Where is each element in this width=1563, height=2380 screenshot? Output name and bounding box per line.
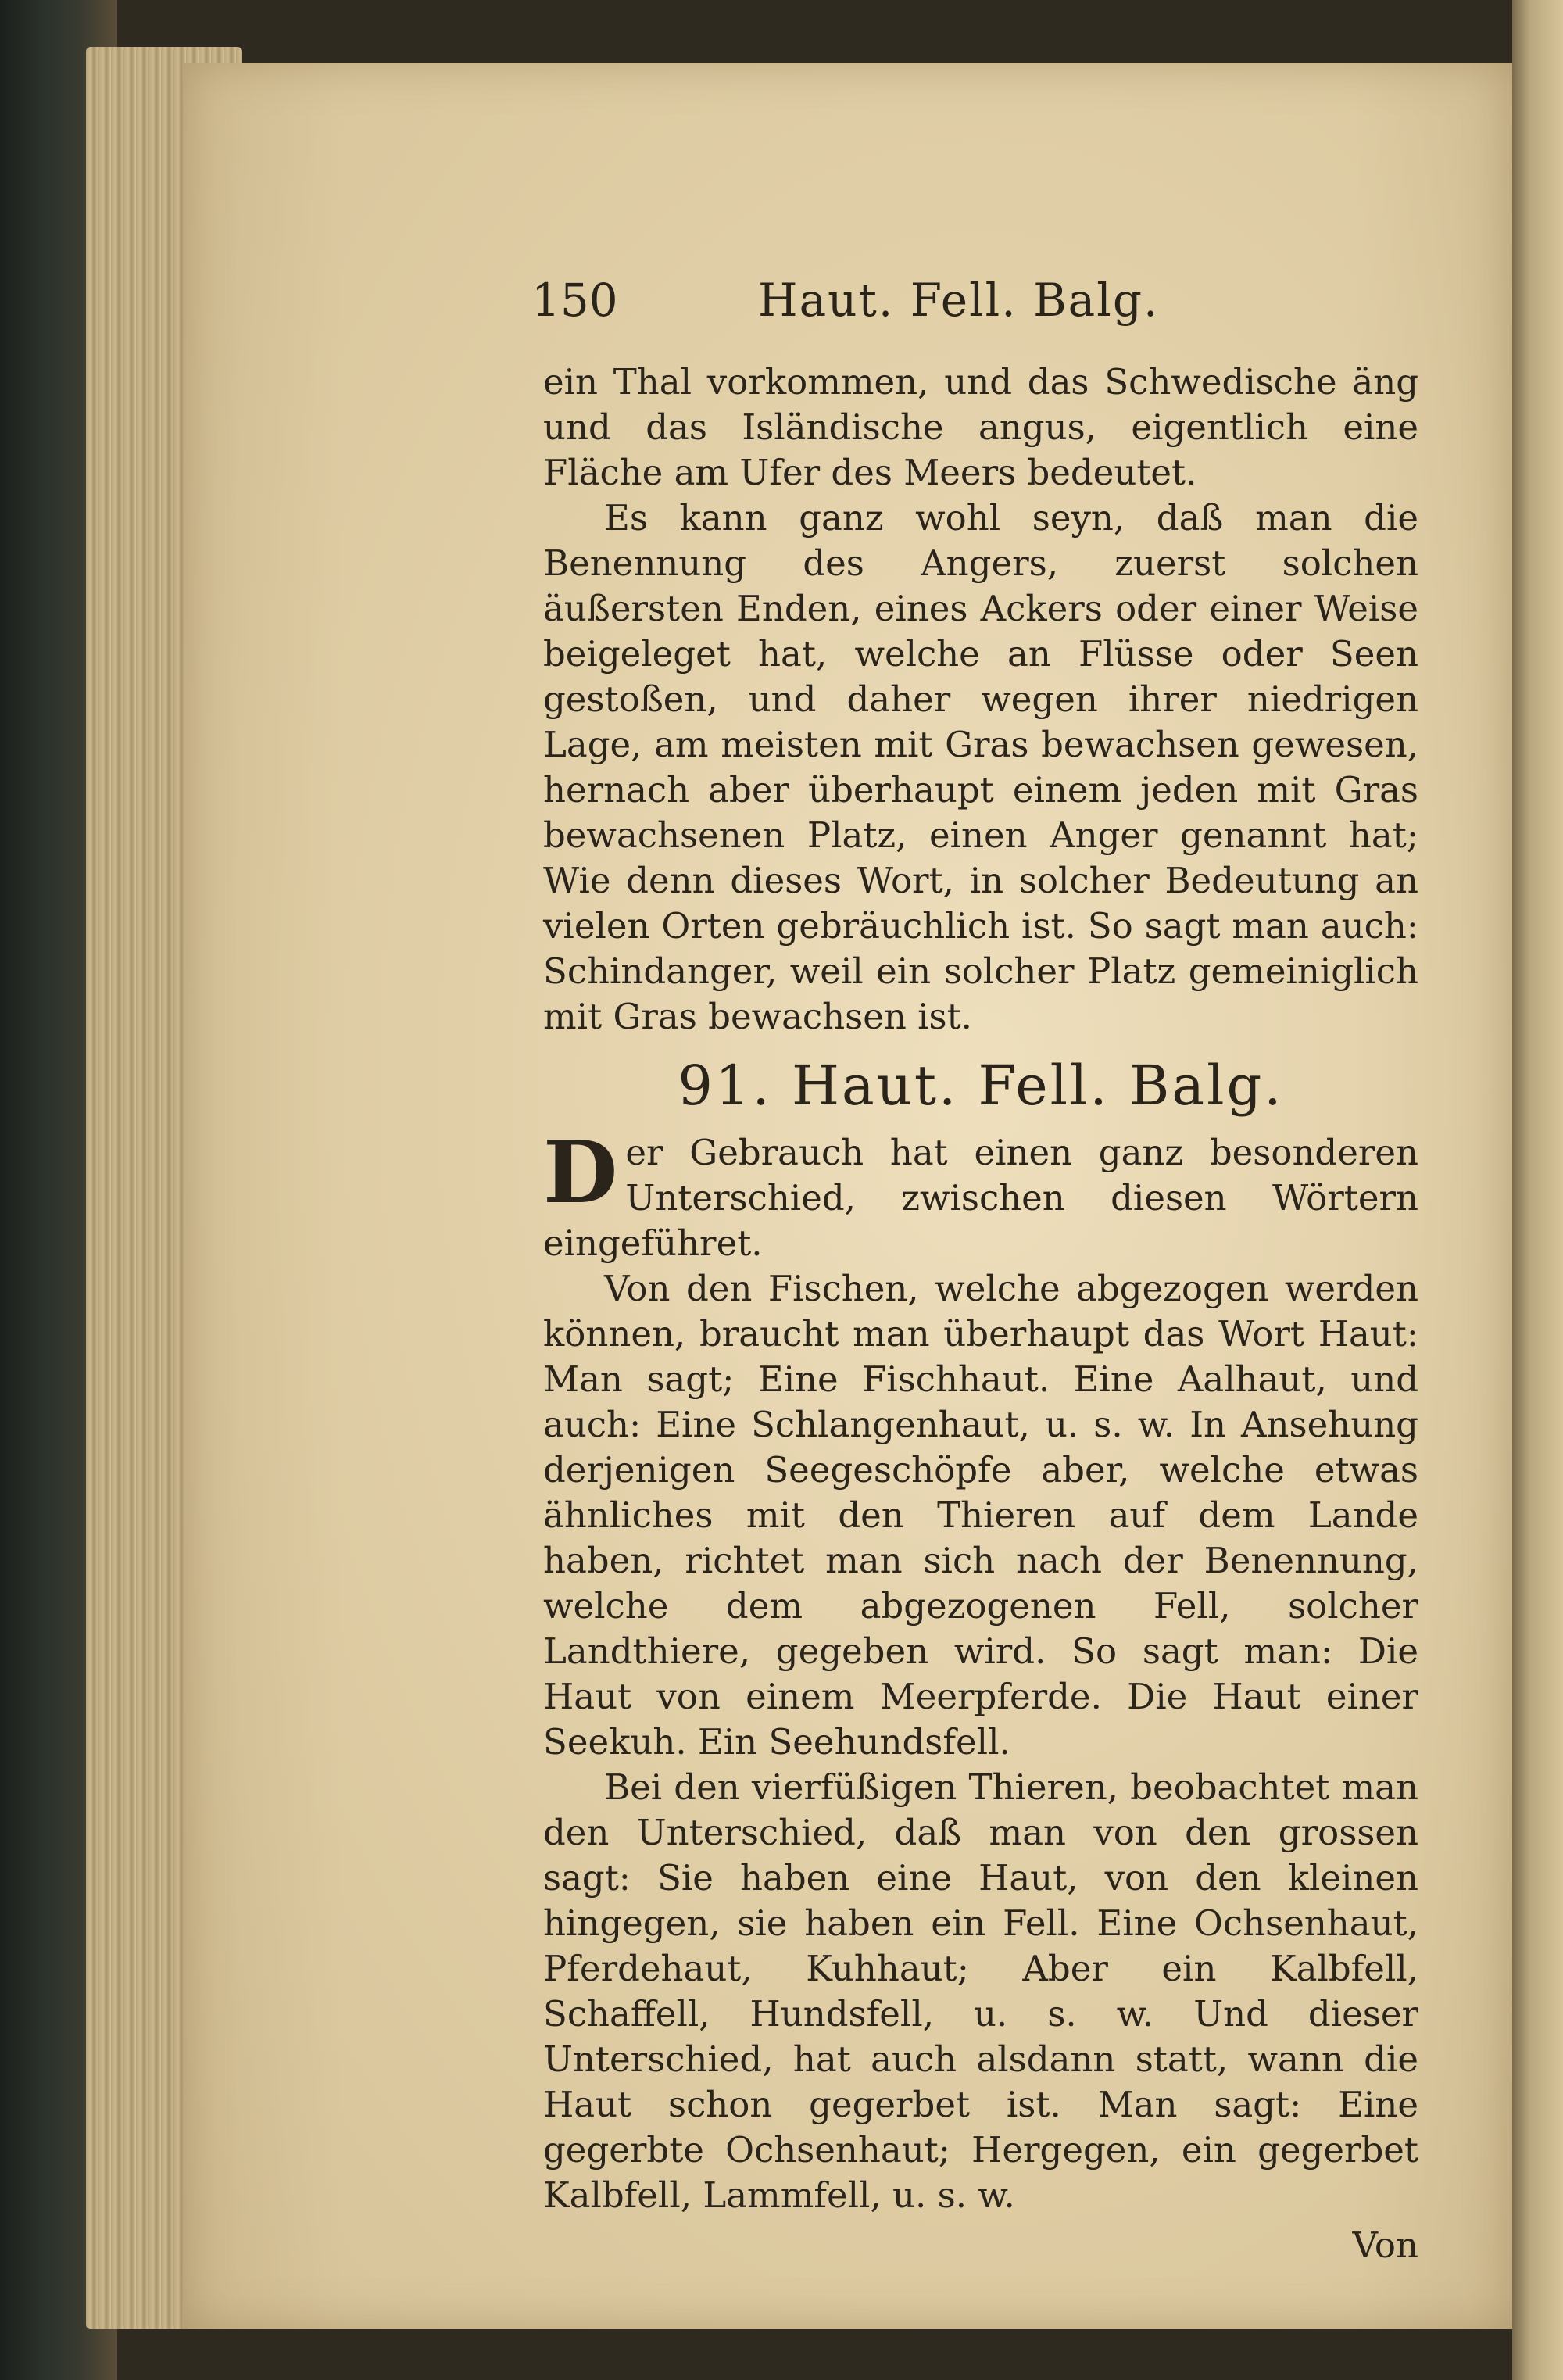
paragraph-anger: Es kann ganz wohl seyn, daß man die Benennung des Angers, zuerst solchen äußersten Enden, eines Ackers oder einer Weise beigeleget hat, welche an Flüsse oder Seen gestoßen, und daher wegen ihrer niedrigen Lage, am meisten mit Gras bewachsen gewesen, hernach aber überhaupt einem jeden mit Gras bewachsenen Platz, einen Anger genannt hat; Wie denn dieses Wort, in solcher Bedeutung an vielen Orten gebräuchlich ist. So sagt man auch: Schindanger, weil ein solcher Platz gemeiniglich mit Gras bewachsen ist. <box>543 497 1418 1037</box>
running-title: Haut. Fell. Balg. <box>758 274 1160 327</box>
paragraph-quadrupeds: Bei den vierfüßigen Thieren, beobachtet man den Unterschied, daß man von den grossen sagt: Sie haben eine Haut, von den kleinen hingegen, sie haben ein Fell. Eine Ochsenhaut, Pferdehaut, Kuhhaut; Aber ein Kalbfell, Schaffell, Hundsfell, u. s. w. Und dieser Unterschied, hat auch alsdann statt, wann die Haut schon gegerbet ist. Man sagt: Eine gegerbte Ochsenhaut; Hergegen, ein gegerbet Kalbfell, Lammfell, u. s. w. <box>543 1766 1418 2216</box>
paragraph-fish: Von den Fischen, welche abgezogen werden können, braucht man überhaupt das Wort Haut: Man sagt; Eine Fischhaut. Eine Aalhaut, und auch: Eine Schlangenhaut, u. s. w. In Ansehung derjenigen Seegeschöpfe aber, welche etwas ähnliches mit den Thieren auf dem Lande haben, richtet man sich nach der Benennung, welche dem abgezogenen Fell, solcher Landthiere, gegeben wird. So sagt man: Die Haut von einem Meerpferde. Die Haut einer Seekuh. Ein Seehundsfell. <box>543 1268 1418 1763</box>
next-page-edge <box>1512 0 1563 2380</box>
page-number: 150 <box>531 274 618 327</box>
paragraph-intro-text: er Gebrauch hat einen ganz besonderen Unterschied, zwischen diesen Wörtern eingeführet. <box>543 1132 1418 1264</box>
drop-cap: D <box>543 1122 618 1222</box>
catchword: Von <box>1352 2224 1418 2266</box>
running-header <box>531 274 1418 360</box>
section-heading: 91. Haut. Fell. Balg. <box>678 1054 1284 1118</box>
paragraph-continued: ein Thal vorkommen, und das Schwedische äng und das Isländische angus, eigentlich eine Fläche am Ufer des Meers bedeutet. <box>543 361 1418 493</box>
paragraph-intro <box>543 1122 1418 1266</box>
page-text <box>531 274 1418 2266</box>
